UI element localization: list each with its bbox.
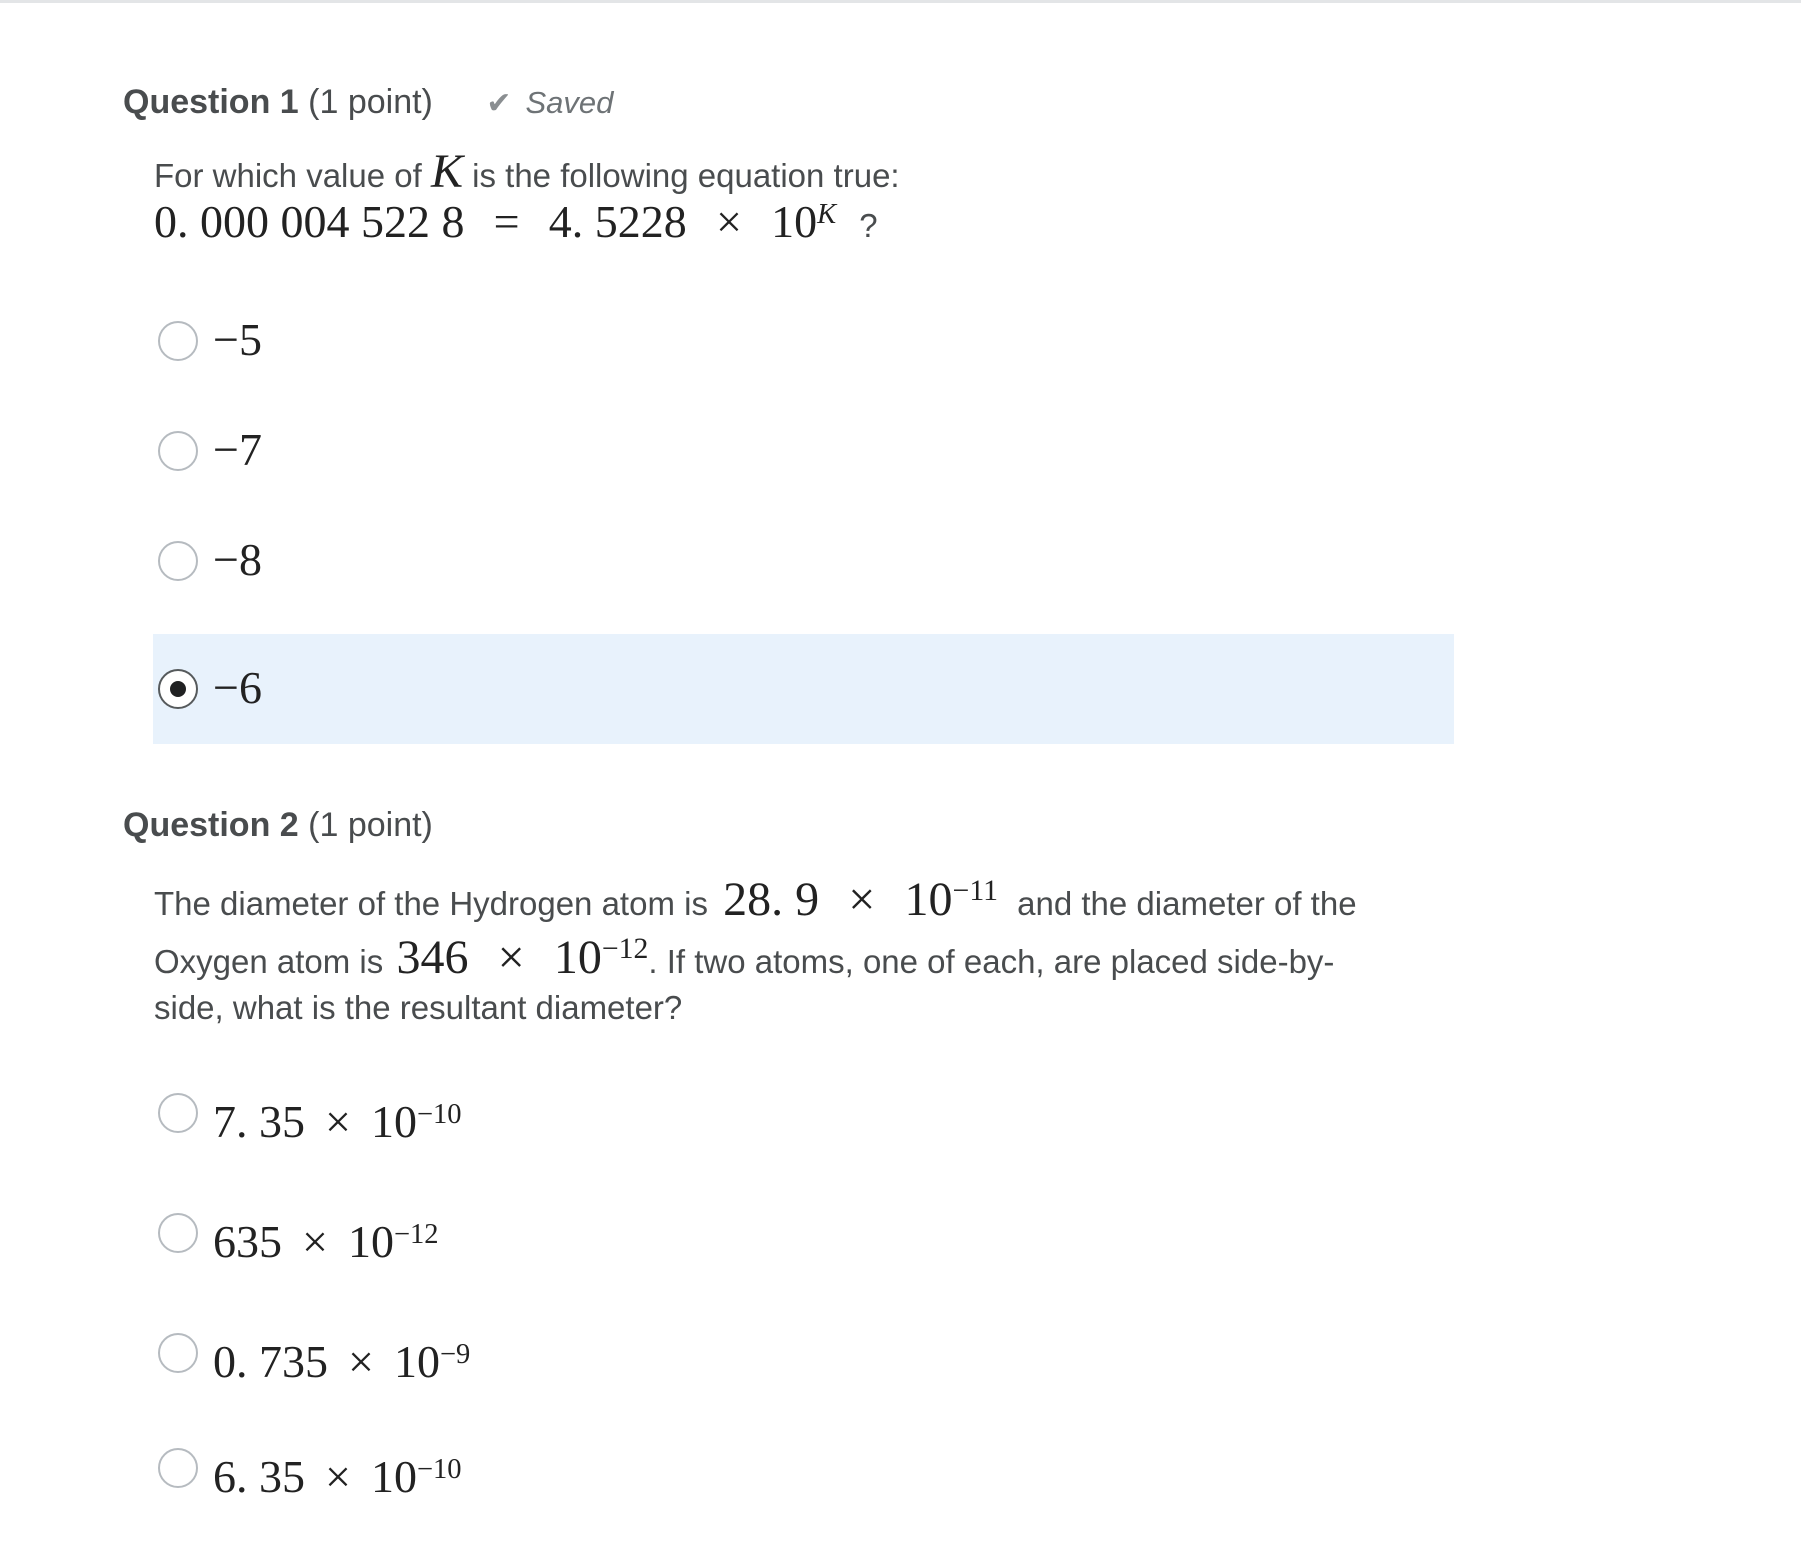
hydrogen-base: 10 xyxy=(904,873,953,926)
question-2-points: (1 point) xyxy=(308,806,433,844)
equation-base: 10 xyxy=(771,196,818,247)
q2-option-1[interactable] xyxy=(153,1085,1454,1195)
oxygen-exponent: −12 xyxy=(601,932,649,966)
option-base: 10 xyxy=(347,1216,394,1267)
option-exponent: −12 xyxy=(393,1218,439,1250)
radio-button[interactable] xyxy=(158,1448,198,1488)
equation-exponent: K xyxy=(817,198,837,230)
option-label xyxy=(213,1335,470,1388)
option-base: 10 xyxy=(370,1451,417,1502)
question-1-title: Question 1 xyxy=(123,83,299,121)
q1-option-2[interactable] xyxy=(153,398,1454,508)
question-1-header xyxy=(123,82,613,124)
times-sign: × xyxy=(497,931,525,984)
times-sign: × xyxy=(325,1451,351,1502)
stem-text: . If two atoms, one of each, are placed side-by- xyxy=(648,943,1335,980)
saved-label: Saved xyxy=(525,85,614,120)
q2-option-3[interactable] xyxy=(153,1325,1454,1435)
stem-text: side, what is the resultant diameter? xyxy=(154,989,683,1026)
times-sign: × xyxy=(848,873,876,926)
stem-variable: K xyxy=(430,145,463,198)
option-label xyxy=(213,1450,462,1503)
option-label xyxy=(213,1095,462,1148)
stem-text: For which value of xyxy=(154,157,422,194)
question-1-points: (1 point) xyxy=(308,83,433,121)
q1-option-1[interactable] xyxy=(153,288,1454,398)
option-mantissa: 0. 735 xyxy=(213,1336,328,1387)
equals-sign: = xyxy=(493,196,520,247)
times-sign: × xyxy=(715,196,742,247)
option-label: −5 xyxy=(213,314,262,365)
question-2-stem-line-2 xyxy=(154,931,1335,984)
option-base: 10 xyxy=(370,1096,417,1147)
radio-button[interactable] xyxy=(158,321,198,361)
hydrogen-exponent: −11 xyxy=(952,874,998,908)
question-1-stem xyxy=(154,145,900,198)
times-sign: × xyxy=(325,1096,351,1147)
option-mantissa: 6. 35 xyxy=(213,1451,305,1502)
question-2-title: Question 2 xyxy=(123,806,299,844)
radio-button[interactable] xyxy=(158,1093,198,1133)
stem-text: and the diameter of the xyxy=(1017,885,1357,922)
top-divider xyxy=(0,0,1801,3)
radio-button-checked[interactable] xyxy=(158,669,198,709)
stem-text: Oxygen atom is xyxy=(154,943,384,980)
option-label: −7 xyxy=(213,424,262,475)
option-label: −8 xyxy=(213,534,262,585)
option-label xyxy=(213,1215,439,1268)
option-mantissa: 7. 35 xyxy=(213,1096,305,1147)
equation-mantissa: 4. 5228 xyxy=(548,196,687,247)
option-exponent: −10 xyxy=(416,1453,462,1485)
q2-option-4[interactable] xyxy=(153,1440,1454,1550)
question-2-stem-line-1 xyxy=(154,873,1357,926)
stem-text: The diameter of the Hydrogen atom is xyxy=(154,885,708,922)
radio-button[interactable] xyxy=(158,1333,198,1373)
stem-text-after: is the following equation true: xyxy=(472,157,900,194)
radio-button[interactable] xyxy=(158,431,198,471)
radio-button[interactable] xyxy=(158,541,198,581)
question-2-header xyxy=(123,805,433,845)
checkmark-icon: ✔ xyxy=(486,87,512,120)
option-exponent: −10 xyxy=(416,1098,462,1130)
option-base: 10 xyxy=(393,1336,440,1387)
times-sign: × xyxy=(302,1216,328,1267)
equation-lhs: 0. 000 004 522 8 xyxy=(154,196,465,247)
hydrogen-mantissa: 28. 9 xyxy=(723,873,820,926)
saved-status xyxy=(486,83,613,124)
q1-option-4-selected[interactable] xyxy=(153,634,1454,744)
radio-button[interactable] xyxy=(158,1213,198,1253)
oxygen-base: 10 xyxy=(553,931,602,984)
option-exponent: −9 xyxy=(439,1338,471,1370)
times-sign: × xyxy=(348,1336,374,1387)
option-label: −6 xyxy=(213,662,262,713)
equation-suffix: ? xyxy=(859,207,878,244)
q1-option-3[interactable] xyxy=(153,508,1454,618)
q2-option-2[interactable] xyxy=(153,1205,1454,1315)
oxygen-mantissa: 346 xyxy=(396,931,469,984)
option-mantissa: 635 xyxy=(213,1216,282,1267)
question-2-stem-line-3 xyxy=(154,986,682,1030)
question-1-equation xyxy=(154,196,878,248)
